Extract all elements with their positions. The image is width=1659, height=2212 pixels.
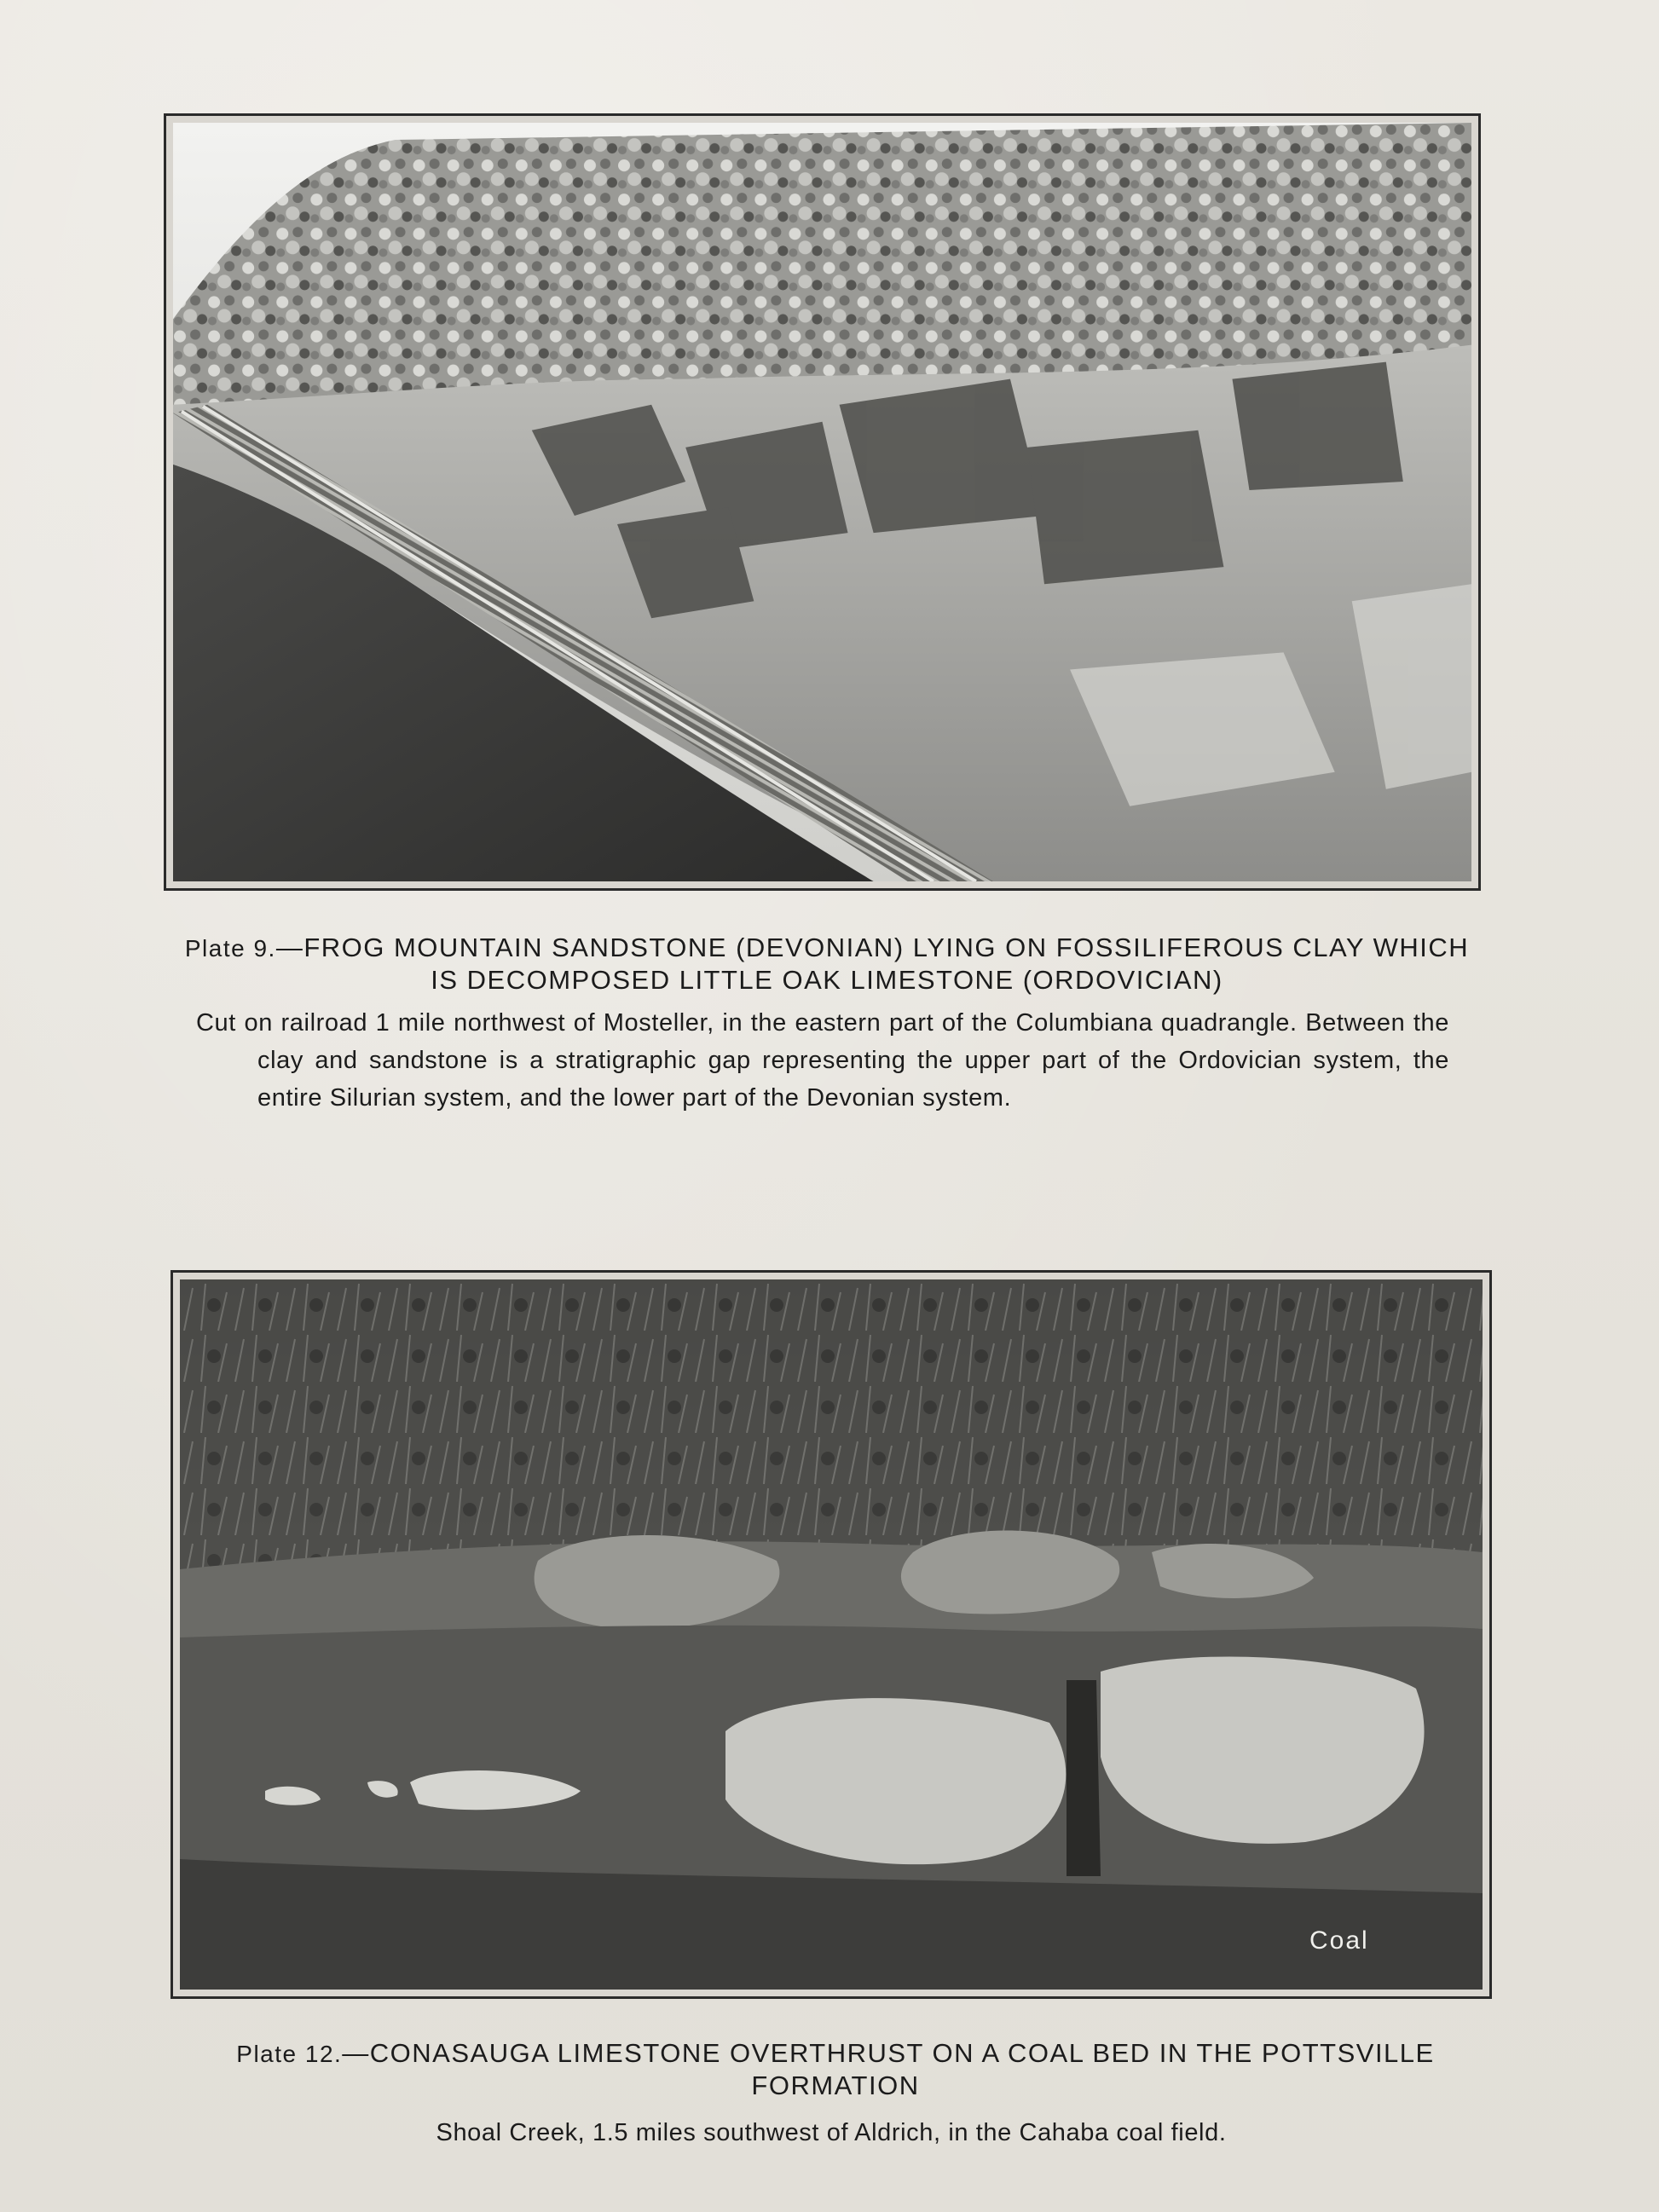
plate-9-number: Plate 9.	[184, 935, 276, 962]
plate-12-number: Plate 12.	[236, 2041, 343, 2067]
plate-9-description-text: Cut on railroad 1 mile northwest of Mosteller, in the eastern part of the Columbiana quadrangle. Between the clay and sandstone is a stratigraphic gap representing the upper part of the Ordovician system, the entire Silurian system, and the lower part of the Devonian system.	[196, 1009, 1449, 1112]
coal-label: Coal	[1309, 1926, 1369, 1955]
plate-12-description-text: Shoal Creek, 1.5 miles southwest of Aldrich, in the Cahaba coal field.	[436, 2119, 1227, 2146]
plate-9-description	[196, 1004, 1449, 1117]
railroad-cut-photo	[173, 123, 1471, 881]
plate-12-title-text: —CONASAUGA LIMESTONE OVERTHRUST ON A COAL BED IN THE POTTSVILLE FORMATION	[342, 2038, 1435, 2100]
shoal-creek-photo	[180, 1279, 1483, 1990]
plate-9-title-text: —FROG MOUNTAIN SANDSTONE (DEVONIAN) LYING ON FOSSILIFEROUS CLAY WHICH IS DECOMPOSED LITTLE OAK LIMESTONE (ORDOVICIAN)	[275, 933, 1470, 995]
plate-12-description	[171, 2114, 1492, 2151]
plate-9-photo	[164, 113, 1481, 891]
plate-12-title	[196, 2037, 1475, 2101]
plate-9-title	[171, 932, 1483, 996]
plate-12-photo	[171, 1270, 1492, 1999]
